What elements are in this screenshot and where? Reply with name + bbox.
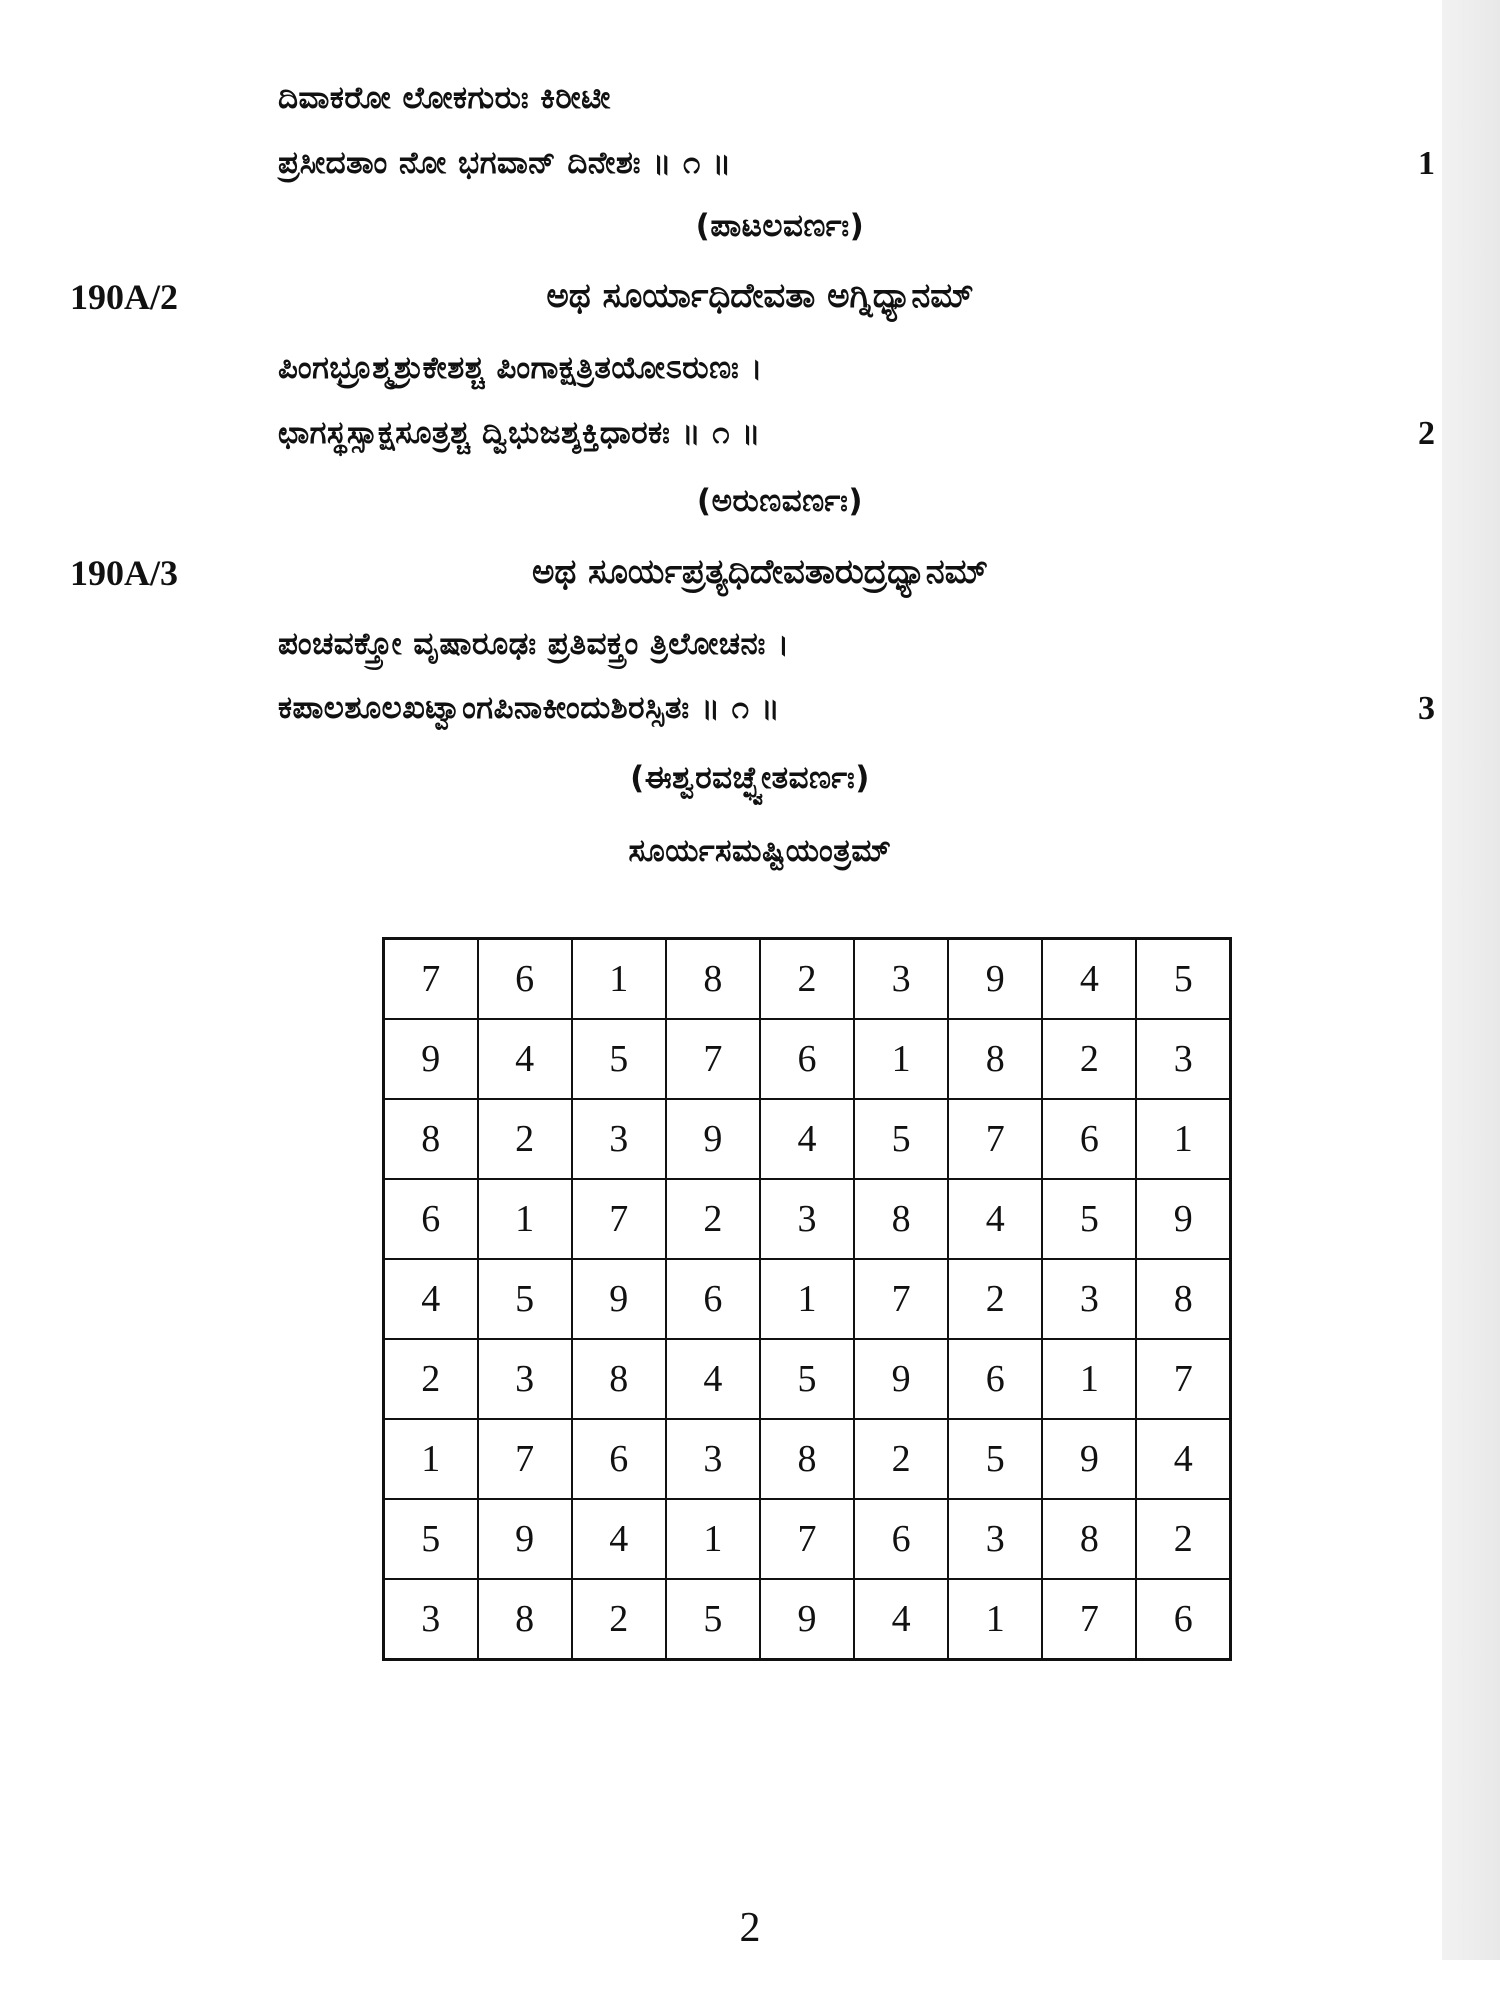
grid-cell: 3	[666, 1419, 760, 1499]
section3-line2: ಕಪಾಲಶೂಲಖಟ್ವಾಂಗಪಿನಾಕೀಂದುಶಿರಸ್ಸಿತಃ ॥ ೧ ॥	[278, 690, 781, 726]
grid-cell: 3	[478, 1339, 572, 1419]
grid-row	[384, 939, 1231, 1020]
section2-line2: ಛಾಗಸ್ಥಸ್ಸಾಕ್ಷಸೂತ್ರಶ್ಚ ದ್ವಿಭುಜಶ್ಶಕ್ತಿಧಾರಕಃ ॥ ೧ ॥	[278, 415, 761, 451]
grid-cell: 1	[1042, 1339, 1136, 1419]
grid-cell: 9	[478, 1499, 572, 1579]
grid-cell: 7	[854, 1259, 948, 1339]
grid-cell: 3	[760, 1179, 854, 1259]
grid-cell: 7	[1042, 1579, 1136, 1660]
grid-row	[384, 1019, 1231, 1099]
grid-cell: 2	[478, 1099, 572, 1179]
grid-cell: 6	[760, 1019, 854, 1099]
grid-cell: 5	[384, 1499, 478, 1579]
grid-cell: 8	[948, 1019, 1042, 1099]
grid-cell: 6	[854, 1499, 948, 1579]
grid-cell: 4	[1042, 939, 1136, 1020]
grid-cell: 2	[854, 1419, 948, 1499]
grid-cell: 3	[854, 939, 948, 1020]
grid-cell: 2	[384, 1339, 478, 1419]
grid-cell: 7	[478, 1419, 572, 1499]
grid-cell: 3	[1042, 1259, 1136, 1339]
grid-cell: 5	[572, 1019, 666, 1099]
grid-cell: 4	[384, 1259, 478, 1339]
verse1-color-note: (ಪಾಟಲವರ್ಣಃ)	[695, 208, 865, 244]
section2-color-note: (ಅರುಣವರ್ಣಃ)	[696, 483, 864, 519]
grid-cell: 1	[384, 1419, 478, 1499]
section2-ref: 190A/2	[70, 277, 178, 317]
grid-cell: 4	[572, 1499, 666, 1579]
grid-cell: 1	[666, 1499, 760, 1579]
grid-row	[384, 1099, 1231, 1179]
section2-heading: ಅಥ ಸೂರ್ಯಾಧಿದೇವತಾ ಅಗ್ನಿಧ್ಯಾನಮ್	[546, 276, 974, 316]
grid-cell: 5	[1136, 939, 1230, 1020]
grid-cell: 7	[384, 939, 478, 1020]
grid-cell: 4	[478, 1019, 572, 1099]
grid-cell: 3	[384, 1579, 478, 1660]
grid-cell: 9	[384, 1019, 478, 1099]
grid-cell: 5	[854, 1099, 948, 1179]
grid-cell: 9	[760, 1579, 854, 1660]
grid-cell: 9	[666, 1099, 760, 1179]
grid-cell: 9	[854, 1339, 948, 1419]
grid-cell: 6	[666, 1259, 760, 1339]
section3-color-note: (ಈಶ್ವರವಚ್ಛ್ವೇತವರ್ಣಃ)	[630, 760, 870, 796]
grid-cell: 4	[1136, 1419, 1230, 1499]
grid-cell: 9	[572, 1259, 666, 1339]
yantra-grid-body	[384, 939, 1231, 1660]
grid-cell: 1	[478, 1179, 572, 1259]
grid-cell: 4	[854, 1579, 948, 1660]
grid-cell: 2	[1136, 1499, 1230, 1579]
grid-cell: 1	[854, 1019, 948, 1099]
grid-cell: 6	[948, 1339, 1042, 1419]
grid-cell: 5	[666, 1579, 760, 1660]
verse1-line2: ಪ್ರಸೀದತಾಂ ನೋ ಭಗವಾನ್ ದಿನೇಶಃ ॥ ೧ ॥	[278, 145, 732, 181]
page-number: 2	[739, 1905, 761, 1951]
grid-cell: 1	[948, 1579, 1042, 1660]
section3-ref: 190A/3	[70, 553, 178, 593]
grid-cell: 1	[760, 1259, 854, 1339]
grid-cell: 2	[1042, 1019, 1136, 1099]
grid-row	[384, 1419, 1231, 1499]
section3-heading: ಅಥ ಸೂರ್ಯಪ್ರತ್ಯಧಿದೇವತಾರುದ್ರಧ್ಯಾನಮ್	[531, 552, 989, 592]
grid-cell: 6	[1042, 1099, 1136, 1179]
grid-cell: 5	[1042, 1179, 1136, 1259]
grid-row	[384, 1259, 1231, 1339]
grid-cell: 8	[1042, 1499, 1136, 1579]
grid-cell: 6	[572, 1419, 666, 1499]
grid-cell: 8	[666, 939, 760, 1020]
grid-cell: 1	[1136, 1099, 1230, 1179]
grid-cell: 2	[572, 1579, 666, 1660]
grid-cell: 7	[948, 1099, 1042, 1179]
grid-cell: 7	[1136, 1339, 1230, 1419]
yantra-title: ಸೂರ್ಯಸಮಷ್ಟಿಯಂತ್ರಮ್	[628, 833, 892, 869]
verse1-line1: ದಿವಾಕರೋ ಲೋಕಗುರುಃ ಕಿರೀಟೀ	[278, 80, 611, 116]
grid-row	[384, 1499, 1231, 1579]
grid-cell: 9	[1042, 1419, 1136, 1499]
grid-cell: 8	[478, 1579, 572, 1660]
grid-cell: 8	[572, 1339, 666, 1419]
grid-cell: 5	[948, 1419, 1042, 1499]
grid-cell: 9	[948, 939, 1042, 1020]
section2-line1: ಪಿಂಗಭ್ರೂಶ್ಮಶ್ರುಕೇಶಶ್ಚ ಪಿಂಗಾಕ್ಷತ್ರಿತಯೋಽರುಣಃ ।	[278, 350, 763, 386]
grid-cell: 3	[1136, 1019, 1230, 1099]
grid-cell: 6	[384, 1179, 478, 1259]
grid-cell: 6	[1136, 1579, 1230, 1660]
grid-cell: 4	[948, 1179, 1042, 1259]
grid-cell: 8	[1136, 1259, 1230, 1339]
grid-cell: 5	[478, 1259, 572, 1339]
yantra-grid	[382, 937, 1232, 1661]
grid-cell: 8	[384, 1099, 478, 1179]
grid-cell: 4	[666, 1339, 760, 1419]
grid-cell: 8	[760, 1419, 854, 1499]
grid-cell: 2	[666, 1179, 760, 1259]
grid-cell: 9	[1136, 1179, 1230, 1259]
grid-cell: 3	[572, 1099, 666, 1179]
grid-cell: 7	[572, 1179, 666, 1259]
verse1-number: 1	[1418, 145, 1435, 182]
section3-number: 3	[1418, 690, 1435, 727]
grid-row	[384, 1339, 1231, 1419]
grid-cell: 1	[572, 939, 666, 1020]
grid-cell: 8	[854, 1179, 948, 1259]
section2-number: 2	[1418, 415, 1435, 452]
section3-line1: ಪಂಚವಕ್ತ್ರೋ ವೃಷಾರೂಢಃ ಪ್ರತಿವಕ್ತ್ರಂ ತ್ರಿಲೋಚನಃ ।	[278, 626, 790, 662]
grid-cell: 6	[478, 939, 572, 1020]
grid-cell: 7	[666, 1019, 760, 1099]
grid-cell: 2	[760, 939, 854, 1020]
grid-cell: 2	[948, 1259, 1042, 1339]
grid-row	[384, 1179, 1231, 1259]
grid-row	[384, 1579, 1231, 1660]
grid-cell: 3	[948, 1499, 1042, 1579]
grid-cell: 5	[760, 1339, 854, 1419]
grid-cell: 7	[760, 1499, 854, 1579]
grid-cell: 4	[760, 1099, 854, 1179]
